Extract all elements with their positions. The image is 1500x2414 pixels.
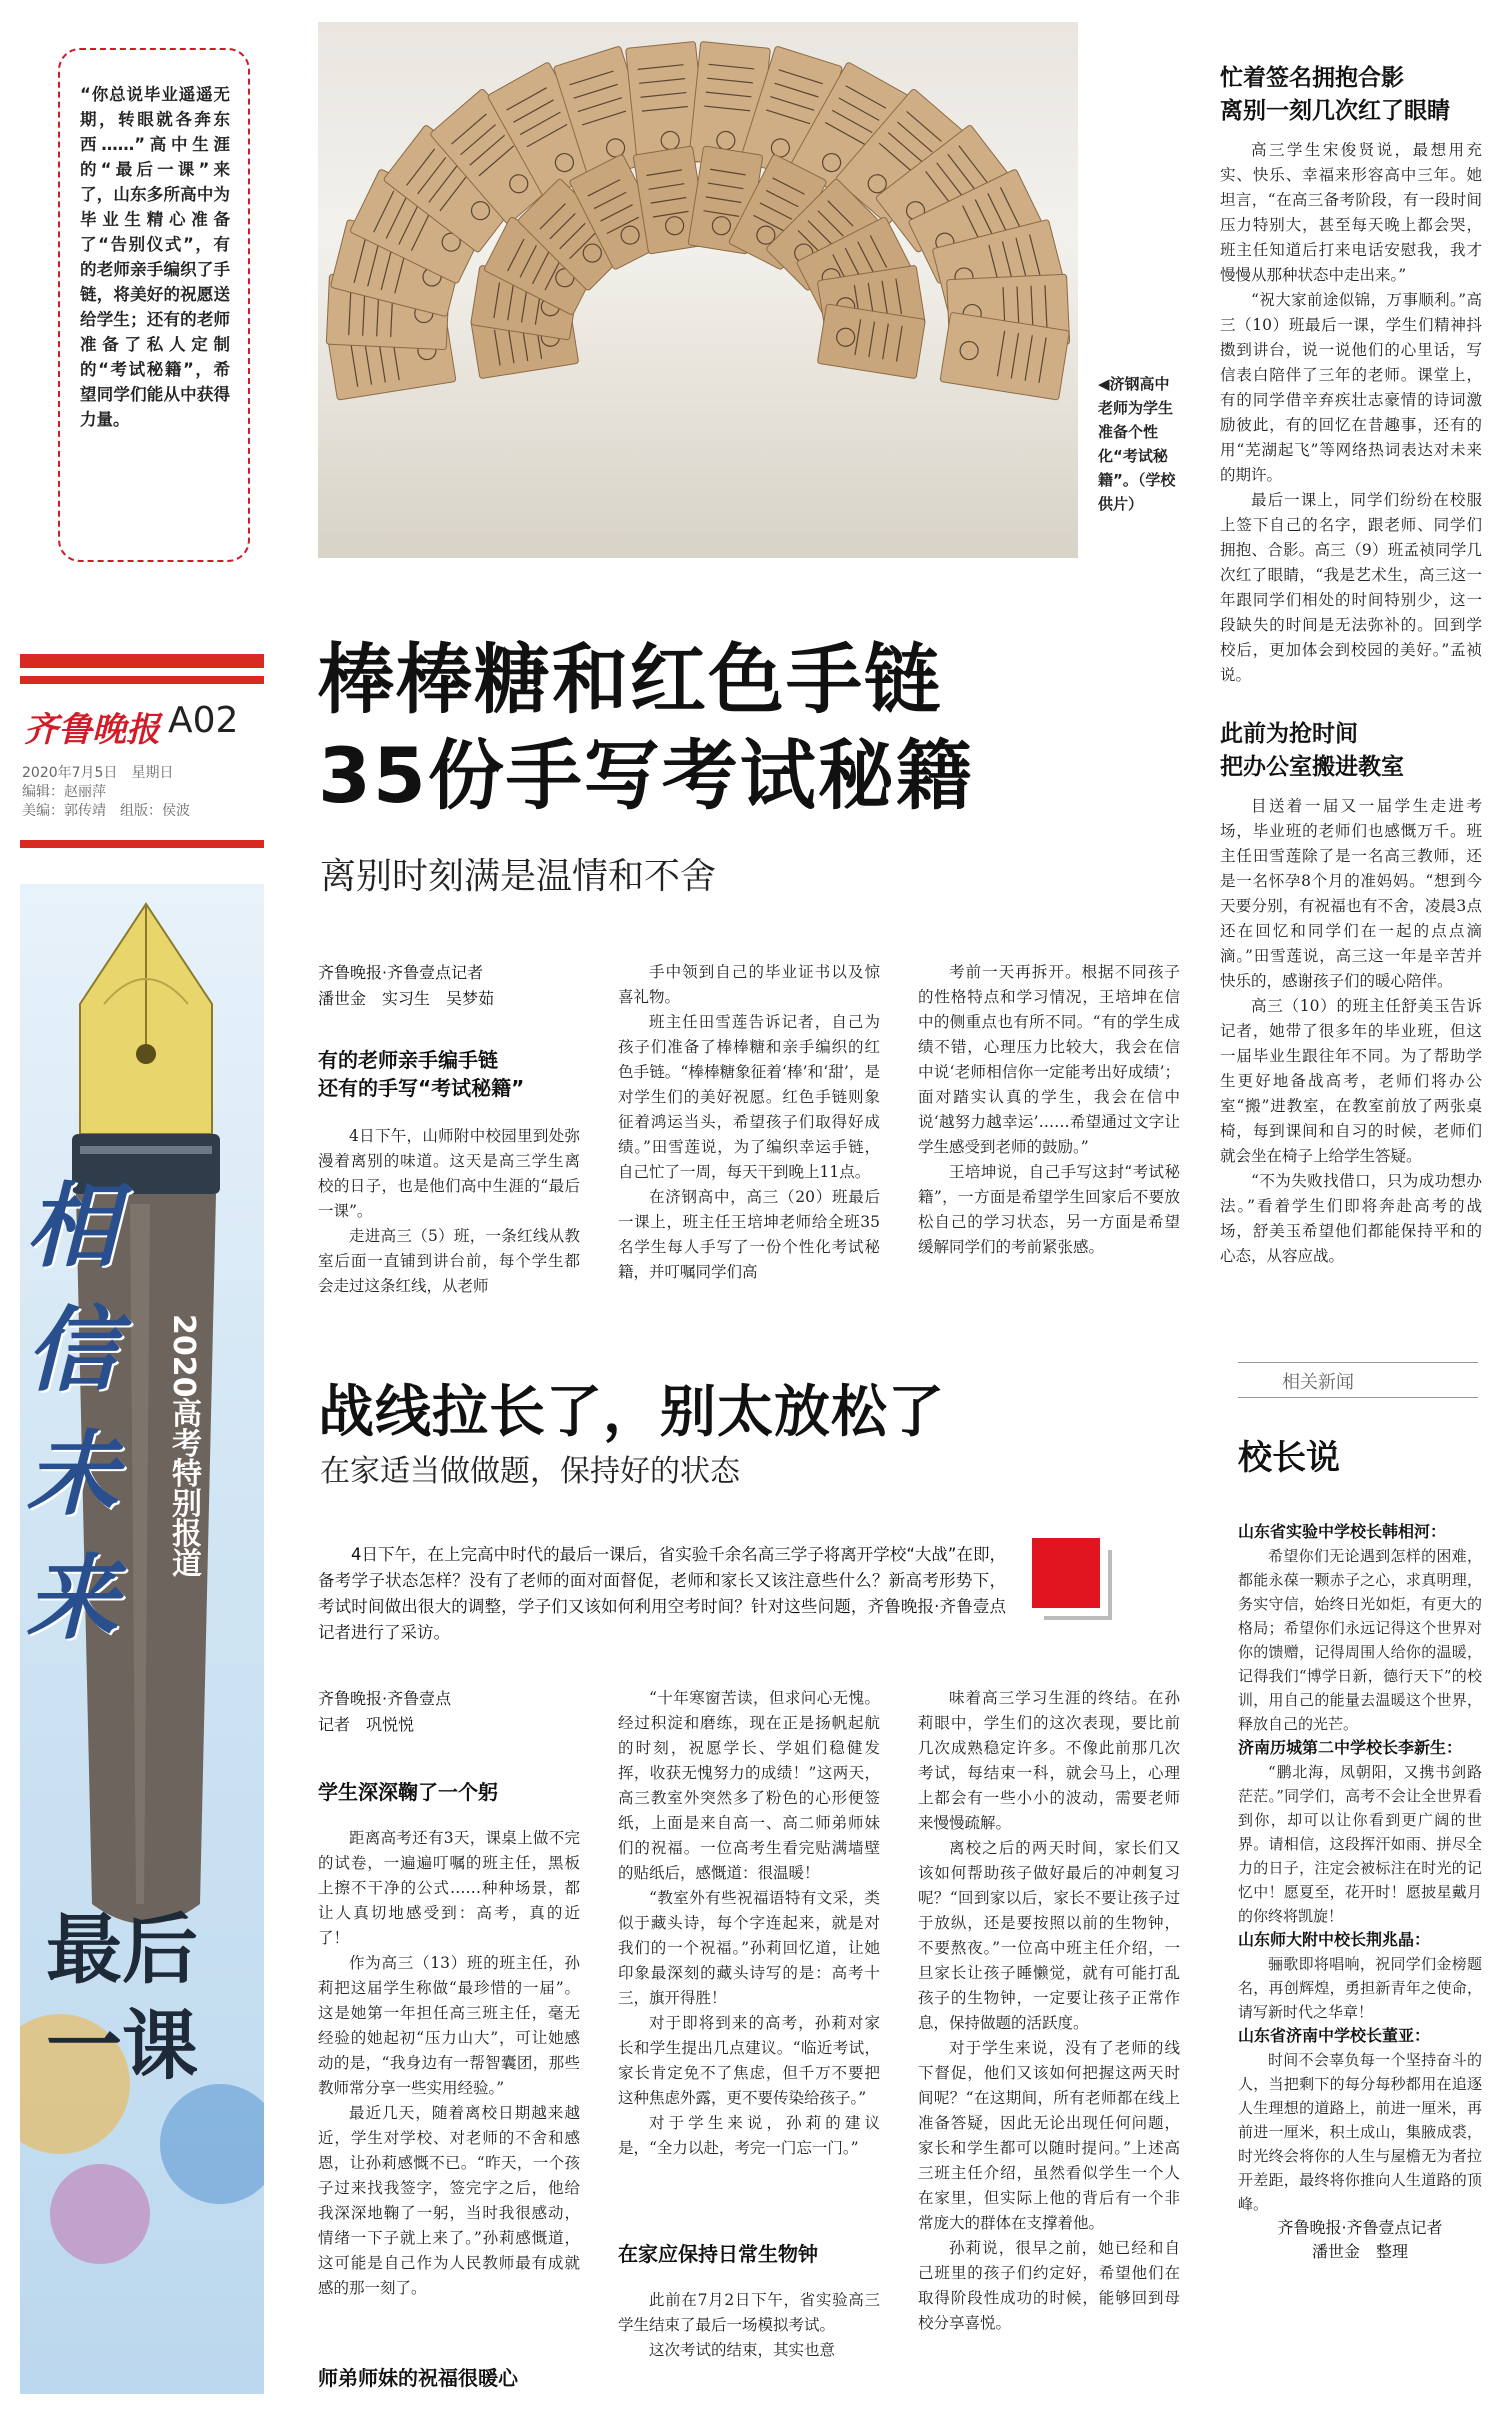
masthead-rule-top <box>20 654 264 668</box>
envelopes-illustration <box>318 22 1078 558</box>
banner-series: 2020高考特别报道 <box>166 1314 201 1578</box>
principal-name: 山东省实验中学校长韩相河： <box>1238 1522 1447 1541</box>
related-news-label: 相关新闻 <box>1282 1372 1354 1393</box>
headline-1-line-1: 棒棒糖和红色手链 <box>318 635 942 724</box>
article1-byline <box>318 960 580 1012</box>
right-heading-1-line-2: 离别一刻几次红了眼睛 <box>1220 98 1450 124</box>
masthead-rule-mid <box>20 676 264 684</box>
paragraph: 手中领到自己的毕业证书以及惊喜礼物。 <box>618 963 880 1006</box>
subheadline-1: 离别时刻满是温情和不舍 <box>320 856 717 897</box>
right-heading-2-line-1: 此前为抢时间 <box>1220 721 1358 747</box>
paragraph: 班主任田雪莲告诉记者，自己为孩子们准备了棒棒糖和亲手编织的红色手链。“棒棒糖象征着‘棒’和‘甜’，是对学生们的美好祝愿。红色手链则象征着鸿运当头，希望孩子们取得好成绩。”田雪莲说，为了编织幸运手链，自己忙了一周，每天干到晚上11点。 <box>618 1013 880 1181</box>
article2-col1 <box>318 1826 580 2390</box>
paragraph: 目送着一届又一届学生走进考场，毕业班的老师们也感慨万千。班主任田雪莲除了是一名高三教师，还是一名怀孕8个月的准妈妈。“想到今天要分别，有祝福也有不舍，凌晨3点还在回忆和同学们在一起的点点滴滴。”田雪莲说，高三这一年是辛苦并快乐的，感谢孩子们的暖心陪伴。 <box>1220 797 1482 990</box>
article2-section-1: 学生深深鞠了一个躬 <box>318 1780 498 1804</box>
subheadline-2: 在家适当做做题，保持好的状态 <box>320 1454 740 1489</box>
article1-col2 <box>618 960 880 1304</box>
dateline <box>22 764 190 821</box>
right-heading-1 <box>1220 62 1490 128</box>
paragraph: 这次考试的结束，其实也意 <box>649 2341 836 2359</box>
last-lesson-column-mark <box>46 1902 236 2094</box>
designer-credit: 美编：郭传靖 组版：侯波 <box>22 803 190 819</box>
issue-date: 2020年7月5日 星期日 <box>22 765 174 781</box>
principal-name: 山东省济南中学校长董亚： <box>1238 2026 1431 2045</box>
byline-line-1: 齐鲁晚报·齐鲁壹点记者 <box>318 963 484 982</box>
paragraph: 考前一天再拆开。根据不同孩子的性格特点和学习情况，王培坤在信中的侧重点也有所不同。“有的学生成绩不错，心理压力比较大，我会在信中说‘老师相信你一定能考出好成绩’；面对踏实认真的学生，我会在信中说‘越努力越幸运’……希望通过文字让学生感受到老师的鼓励。” <box>918 963 1180 1156</box>
byline2-line-1: 齐鲁晚报·齐鲁壹点 <box>318 1689 452 1708</box>
right-heading-2-line-2: 把办公室搬进教室 <box>1220 754 1404 780</box>
banner-slogan: 相信未来 <box>26 1172 119 1652</box>
headline-1 <box>318 632 974 824</box>
column-line-2: 一课 <box>46 2001 198 2090</box>
principal-quote: 骊歌即将唱响，祝同学们金榜题名，再创辉煌，勇担新青年之使命，请写新时代之华章！ <box>1238 1955 1482 2021</box>
right-col-text-1 <box>1220 138 1482 708</box>
principal-quote: 希望你们无论遇到怎样的困难，都能永葆一颗赤子之心，求真明理，务实守信，始终日光如炬，有更大的格局；希望你们永远记得这个世界对你的馈赠，记得周围人给你的温暖，记得我们“博学日新，德行天下”的校训，用自己的能量去温暖这个世界，释放自己的光芒。 <box>1238 1547 1482 1733</box>
related-news-rule <box>1238 1362 1478 1398</box>
principal-quote: “鹏北海，凤朝阳，又携书剑路茫茫。”同学们，高考不会让全世界看到你，却可以让你看到更广阔的世界。请相信，这段挥汗如雨、拼尽全力的日子，注定会被标注在时光的记忆中！愿夏至，花开时！愿披星戴月的你终将凯旋！ <box>1238 1763 1482 1925</box>
masthead-rule-bottom <box>20 840 264 848</box>
intro-text: “你总说毕业遥遥无期，转眼就各奔东西……”高中生涯的“最后一课”来了，山东多所高中为毕业生精心准备了“告别仪式”，有的老师亲手编织了手链，将美好的祝愿送给学生；还有的老师准备了私人定制的“考试秘籍”，希望同学们能从中获得力量。 <box>80 85 230 429</box>
section-heading-line-2: 还有的手写“考试秘籍” <box>318 1076 525 1100</box>
lead-accent-block <box>1032 1538 1100 1608</box>
article2-section-3: 在家应保持日常生物钟 <box>618 2242 818 2266</box>
paragraph: 味着高三学习生涯的终结。在孙莉眼中，学生们的这次表现，要比前几次成熟稳定许多。不像此前那几次考试，每结束一科，就会马上，心理上都会有一些小小的波动，需要老师来慢慢疏解。 <box>918 1689 1180 1832</box>
right-col-text-2 <box>1220 794 1482 1306</box>
paragraph: 高三学生宋俊贤说，最想用充实、快乐、幸福来形容高中三年。她坦言，“在高三备考阶段，有一段时间压力特别大，甚至每天晚上都会哭，班主任知道后打来电话安慰我，我才慢慢从那种状态中走出来。” <box>1220 141 1482 284</box>
article2-lead <box>318 1542 1006 1646</box>
right-heading-2 <box>1220 718 1490 784</box>
newspaper-logo: 齐鲁晚报 <box>24 710 160 750</box>
headline-2: 战线拉长了，别太放松了 <box>318 1380 945 1445</box>
paragraph: 孙莉说，很早之前，她已经和自己班里的孩子们约定好，希望他们在取得阶段性成功的时候，能够回到母校分享喜悦。 <box>918 2239 1180 2332</box>
right-heading-1-line-1: 忙着签名拥抱合影 <box>1220 65 1404 91</box>
byline-line-2: 潘世金 实习生 吴梦茹 <box>318 989 495 1008</box>
page-number: A02 <box>168 700 239 741</box>
photo-caption: ◀济钢高中老师为学生准备个性化“考试秘籍”。（学校供片） <box>1098 375 1176 513</box>
paragraph: 作为高三（13）班的班主任，孙莉把这届学生称做“最珍惜的一届”。这是她第一年担任高三班主任，毫无经验的她起初“压力山大”，可让她感动的是，“我身边有一帮智囊团，那些教师常分享一些实用经验。” <box>318 1954 580 2097</box>
article2-col2 <box>618 1686 880 2230</box>
article1-col1 <box>318 1124 580 1304</box>
paragraph: 此前在7月2日下午，省实验高三学生结束了最后一场模拟考试。 <box>618 2291 880 2334</box>
paragraph: 对于即将到来的高考，孙莉对家长和学生提出几点建议。“临近考试，家长肯定免不了焦虑，但千万不要把这种焦虑外露，更不要传染给孩子。” <box>618 2014 880 2107</box>
paragraph: 最后一课上，同学们纷纷在校服上签下自己的名字，跟老师、同学们拥抱、合影。高三（9）班孟祯同学几次红了眼睛，“我是艺术生，高三这一年跟同学们相处的时间特别少，这一段缺失的时间是无法弥补的。回到学校后，更加体会到校园的美好。”孟祯说。 <box>1220 491 1482 684</box>
editor-credit: 编辑：赵丽萍 <box>22 784 106 800</box>
paragraph: 4日下午，山师附中校园里到处弥漫着离别的味道。这天是高三学生离校的日子，也是他们高中生涯的“最后一课”。 <box>318 1127 580 1220</box>
headline-1-line-2: 35份手写考试秘籍 <box>318 731 974 820</box>
paragraph: 离校之后的两天时间，家长们又该如何帮助孩子做好最后的冲刺复习呢？“回到家以后，家长不要让孩子过于放纵，还是要按照以前的生物钟，不要熬夜。”一位高中班主任介绍，一旦家长让孩子睡懒觉，就有可能打乱孩子的生物钟，一定要让孩子正常作息，保持做题的活跃度。 <box>918 1839 1180 2032</box>
paragraph: “不为失败找借口，只为成功想办法。”看着学生们即将奔赴高考的战场，舒美玉希望他们都能保持平和的心态，从容应战。 <box>1220 1172 1482 1265</box>
section-heading-line-1: 有的老师亲手编手链 <box>318 1048 498 1072</box>
paragraph: 对于学生来说，没有了老师的线下督促，他们又该如何把握这两天时间呢？“在这期间，所有老师都在线上准备答疑，因此无论出现任何问题，家长和学生都可以随时提问。”上述高三班主任介绍，虽然看似学生一个人在家里，但实际上他的背后有一个非常庞大的群体在支撑着他。 <box>918 2039 1180 2232</box>
paragraph: 在济钢高中，高三（20）班最后一课上，班主任王培坤老师给全班35名学生每人手写了一份个性化考试秘籍，并叮嘱同学们高 <box>618 1188 880 1281</box>
article2-byline <box>318 1686 580 1738</box>
principal-quote: 时间不会辜负每一个坚持奋斗的人，当把剩下的每分每秒都用在追逐人生理想的道路上，前进一厘米，再前进一厘米，积土成山，集腋成裘，时光终会将你的人生与屋檐无为者拉开差距，最终将你推向人生道路的顶峰。 <box>1238 2051 1482 2213</box>
paragraph: 距离高考还有3天，课桌上做不完的试卷，一遍遍叮嘱的班主任，黑板上擦不干净的公式……种种场景，都让人真切地感受到：高考，真的近了！ <box>318 1829 580 1947</box>
column-line-1: 最后 <box>46 1905 198 1994</box>
principal-quotes <box>1238 1520 1482 2390</box>
principal-name: 济南历城第二中学校长李新生： <box>1238 1738 1463 1757</box>
lead-text: 4日下午，在上完高中时代的最后一课后，省实验千余名高三学子将离开学校“大战”在即，备考学子状态怎样？没有了老师的面对面督促，老师和家长又该注意些什么？新高考形势下，考试时间做出很大的调整，学子们又该如何利用空考时间？针对这些问题，齐鲁晚报·齐鲁壹点记者进行了采访。 <box>318 1545 1006 1642</box>
special-report-banner <box>20 884 264 2394</box>
paragraph: “教室外有些祝福语特有文采，类似于藏头诗，每个字连起来，就是对我们的一个祝福。”孙莉回忆道，让她印象最深刻的藏头诗写的是：高考十三，旗开得胜！ <box>618 1889 880 2007</box>
article1-section-heading <box>318 1046 580 1102</box>
paragraph: 高三（10）的班主任舒美玉告诉记者，她带了很多年的毕业班，但这一届毕业生跟往年不同。为了帮助学生更好地备战高考，老师们将办公室“搬”进教室，在教室前放了两张桌椅，每到课间和自习的时候，老师们就会坐在椅子上给学生答疑。 <box>1220 997 1482 1165</box>
article1-col3 <box>918 960 1180 1304</box>
paragraph: 对于学生来说，孙莉的建议是，“全力以赴，考完一门忘一门。” <box>618 2114 880 2157</box>
principal-signoff: 齐鲁晚报·齐鲁壹点记者 潘世金 整理 <box>1277 2218 1443 2261</box>
article2-section-2: 师弟师妹的祝福很暖心 <box>318 2366 518 2390</box>
exam-notes-photo <box>318 22 1078 558</box>
principal-name: 山东师大附中校长荆兆晶： <box>1238 1930 1431 1949</box>
article2-col2b <box>618 2288 880 2364</box>
paragraph: 走进高三（5）班，一条红线从教室后面一直铺到讲台前，每个学生都会走过这条红线，从老师 <box>318 1227 580 1295</box>
article2-col3 <box>918 1686 1180 2390</box>
paragraph: 王培坤说，自己手写这封“考试秘籍”，一方面是希望学生回家后不要放松自己的学习状态，另一方面是希望缓解同学们的考前紧张感。 <box>918 1163 1180 1256</box>
paragraph: “十年寒窗苦读，但求问心无愧。经过积淀和磨练，现在正是扬帆起航的时刻，祝愿学长、学姐们稳健发挥，收获无愧努力的成绩！”这两天，高三教室外突然多了粉色的心形便签纸，上面是来自高一、高二师弟师妹们的祝福。一位高考生看完贴满墙壁的贴纸后，感慨道：很温暖！ <box>618 1689 880 1882</box>
byline2-line-2: 记者 巩悦悦 <box>318 1715 415 1734</box>
principals-say-title: 校长说 <box>1238 1438 1340 1478</box>
paragraph: 最近几天，随着离校日期越来越近，学生对学校、对老师的不舍和感恩，让孙莉感慨不已。“昨天，一个孩子过来找我签字，签完字之后，他给我深深地鞠了一躬，当时我很感动，情绪一下子就上来了。”孙莉感慨道，这可能是自己作为人民教师最有成就感的那一刻了。 <box>318 2104 580 2297</box>
paragraph: “祝大家前途似锦，万事顺利。”高三（10）班最后一课，学生们精神抖擞到讲台，说一说他们的心里话，写信表白陪伴了三年的老师。课堂上，有的同学借辛弃疾壮志豪情的诗词激励彼此，有的回忆在昔趣事，还有的用“芜湖起飞”等网络热词表达对未来的期许。 <box>1220 291 1482 484</box>
